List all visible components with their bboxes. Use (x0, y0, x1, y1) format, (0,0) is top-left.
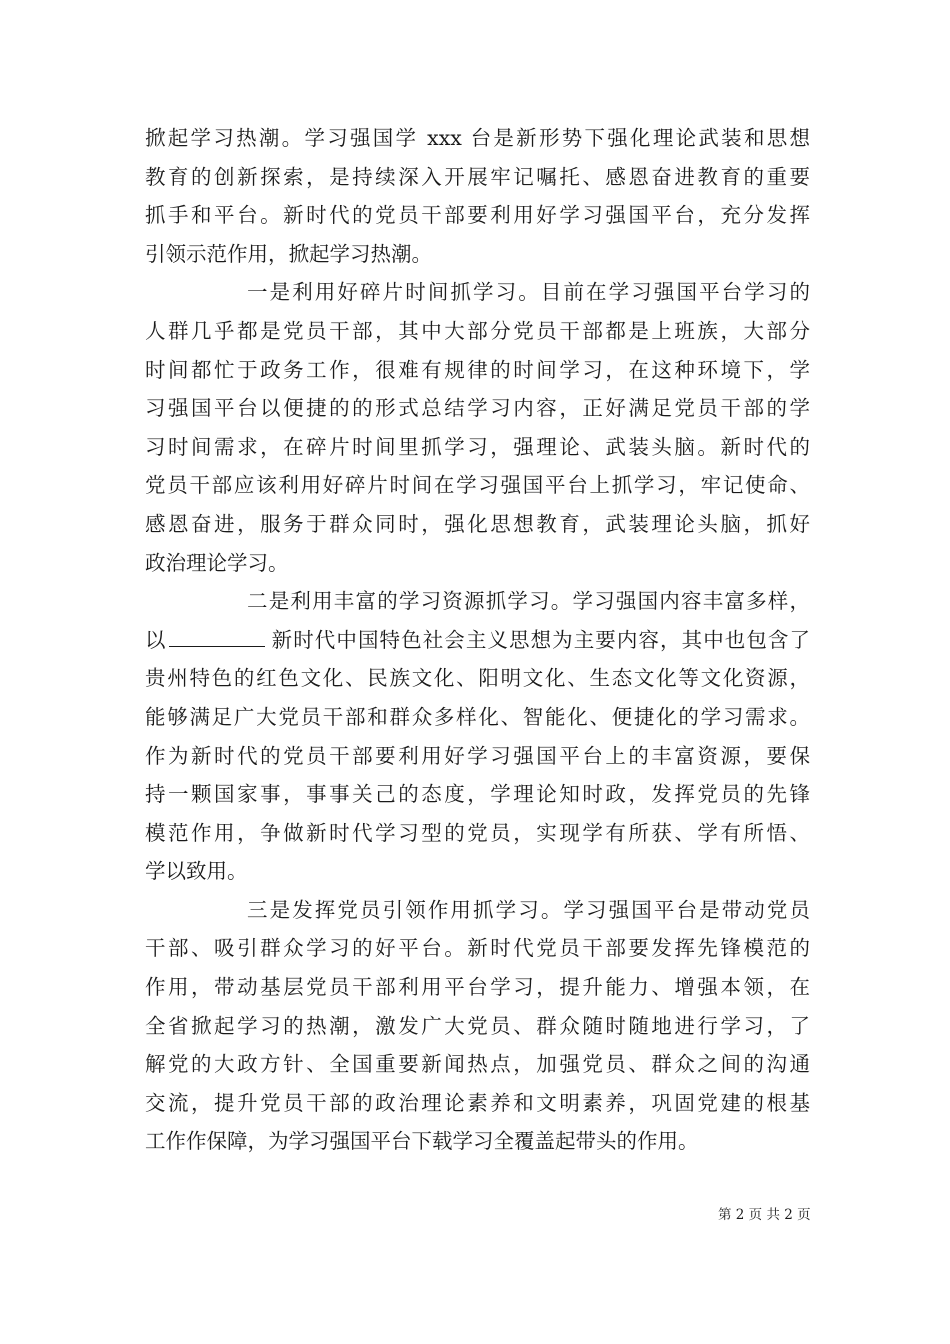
text-line: 时间都忙于政务工作，很难有规律的时间学习，在这种环境下，学 (145, 357, 810, 382)
text-line: 作用，带动基层党员干部利用平台学习，提升能力、增强本领，在 (145, 975, 810, 1000)
fill-in-blank (169, 624, 265, 647)
text-line: 习时间需求，在碎片时间里抓学习，强理论、武装头脑。新时代的 (145, 434, 810, 459)
text-line: 作为新时代的党员干部要利用好学习强国平台上的丰富资源，要保 (145, 743, 810, 768)
blank-prefix: 以 (145, 627, 167, 652)
text-line: 教育的创新探索，是持续深入开展牢记嘱托、感恩奋进教育的重要 (145, 164, 810, 189)
text-line: 全省掀起学习的热潮，激发广大党员、群众随时随地进行学习，了 (145, 1013, 810, 1038)
text-line: 感恩奋进，服务于群众同时，强化思想教育，武装理论头脑，抓好 (145, 511, 810, 536)
text-line: 抓手和平台。新时代的党员干部要利用好学习强国平台，充分发挥 (145, 203, 810, 228)
text-line: 干部、吸引群众学习的好平台。新时代党员干部要发挥先锋模范的 (145, 936, 810, 961)
text-line: 能够满足广大党员干部和群众多样化、智能化、便捷化的学习需求。 (145, 704, 810, 729)
text-line: 工作作保障，为学习强国平台下载学习全覆盖起带头的作用。 (145, 1129, 699, 1154)
paragraph-intro (145, 119, 810, 273)
page-number: 第 2 页 共 2 页 (718, 1207, 811, 1223)
text-line: 模范作用，争做新时代学习型的党员，实现学有所获、学有所悟、 (145, 820, 810, 845)
text-line: 贵州特色的红色文化、民族文化、阳明文化、生态文化等文化资源， (145, 666, 810, 691)
text-line: 学以致用。 (145, 859, 248, 884)
text-line: 三是发挥党员引领作用抓学习。学习强国平台是带动党员 (247, 897, 810, 922)
text-line: 解党的大政方针、全国重要新闻热点，加强党员、群众之间的沟通 (145, 1052, 810, 1077)
text-line: 政治理论学习。 (145, 550, 289, 575)
text-line: 一是利用好碎片时间抓学习。目前在学习强国平台学习的 (247, 280, 810, 305)
paragraph-section-2 (145, 582, 810, 891)
blank-suffix: 新时代中国特色社会主义思想为主要内容，其中也包含了 (270, 627, 810, 652)
text-line: 二是利用丰富的学习资源抓学习。学习强国内容丰富多样， (247, 589, 810, 614)
paragraph-section-1 (145, 273, 810, 582)
text-line: 习强国平台以便捷的的形式总结学习内容，正好满足党员干部的学 (145, 396, 810, 421)
text-line: 交流，提升党员干部的政治理论素养和文明素养，巩固党建的根基 (145, 1090, 810, 1115)
text-line: 掀起学习热潮。学习强国学 xxx 台是新形势下强化理论武装和思想 (145, 126, 810, 150)
paragraph-section-3 (145, 891, 810, 1161)
text-line: 引领示范作用，掀起学习热潮。 (145, 241, 432, 266)
text-line: 人群几乎都是党员干部，其中大部分党员干部都是上班族，大部分 (145, 318, 810, 343)
text-line: 党员干部应该利用好碎片时间在学习强国平台上抓学习，牢记使命、 (145, 473, 810, 498)
text-line-with-blank (145, 621, 810, 660)
text-line: 持一颗国家事，事事关己的态度，学理论知时政，发挥党员的先锋 (145, 782, 810, 807)
document-body (145, 119, 810, 1161)
